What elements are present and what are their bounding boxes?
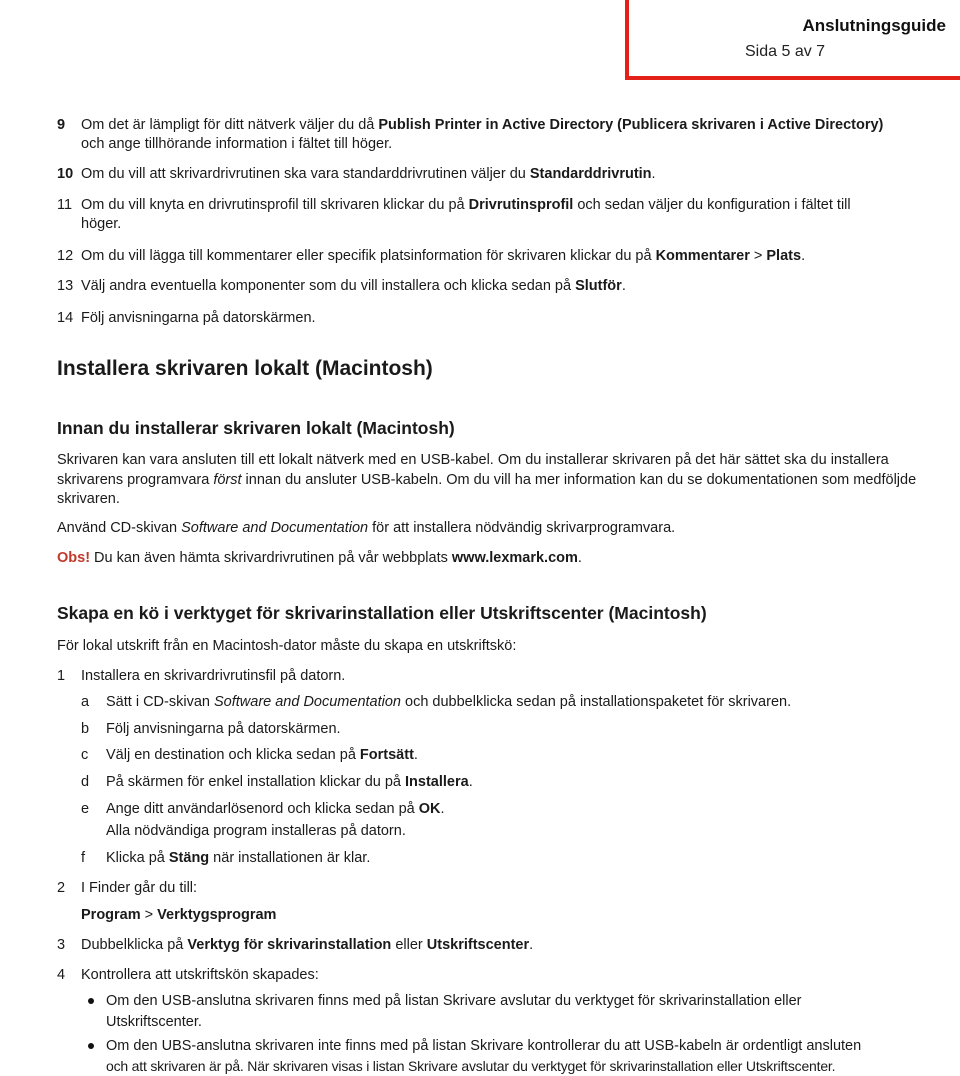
step-number: 4 — [57, 967, 66, 983]
step-text: Om det är lämpligt för ditt nätverk väljer du då Publish Printer in Active Directory (Publicera skrivaren i Active Directory) — [81, 117, 884, 133]
paragraph-cd: Använd CD-skivan Software and Documentation för att installera nödvändig skrivarprogramvara. — [57, 520, 676, 536]
step-text: Kontrollera att utskriftskön skapades: — [81, 967, 319, 983]
bullet-icon — [88, 998, 94, 1004]
step-number: 14 — [57, 310, 74, 326]
paragraph-usb: Skrivaren kan vara ansluten till ett lokalt nätverk med en USB-kabel. Om du installerar skrivaren på det här sättet ska du installera skrivarens programvara först innan du ansluter USB-kabeln. Om du vill ha mer information kan du se dokumentationen som medföljde skrivaren. — [57, 452, 917, 507]
subsection-heading: Innan du installerar skrivaren lokalt (Macintosh) — [57, 418, 455, 438]
intro-text: För lokal utskrift från en Macintosh-dator måste du skapa en utskriftskö: — [57, 638, 517, 654]
page-number: Sida 5 av 7 — [745, 43, 826, 60]
step-text-line2: höger. — [81, 216, 122, 232]
step-number: 2 — [57, 880, 66, 896]
website-link[interactable]: www.lexmark.com — [451, 550, 578, 566]
step-text-line2: och ange tillhörande information i fältet till höger. — [81, 136, 393, 152]
step-number: 10 — [57, 166, 74, 182]
step-text: Om du vill att skrivardrivrutinen ska vara standarddrivrutinen väljer du Standarddrivrutin. — [81, 166, 656, 182]
step-text: Installera en skrivardrivrutinsfil på datorn. — [81, 668, 346, 684]
section-heading-2: Skapa en kö i verktyget för skrivarinstallation eller Utskriftscenter (Macintosh) — [57, 603, 707, 623]
step-text: Följ anvisningarna på datorskärmen. — [81, 310, 316, 326]
step-number: 13 — [57, 278, 74, 294]
note: Obs! Du kan även hämta skrivardrivrutinen på vår webbplats www.lexmark.com. — [57, 550, 582, 566]
step-text: Välj andra eventuella komponenter som du vill installera och klicka sedan på Slutför. — [81, 278, 626, 294]
document-title: Anslutningsguide — [802, 16, 946, 35]
step-text: Om du vill lägga till kommentarer eller specifik platsinformation för skrivaren klickar du på Kommentarer > Plats. — [81, 248, 806, 264]
page-header-box — [625, 0, 960, 80]
step-text: Om du vill knyta en drivrutinsprofil till skrivaren klickar du på Drivrutinsprofil och sedan väljer du konfiguration i fältet till — [81, 197, 851, 213]
step-number: 3 — [57, 937, 66, 953]
step-number: 11 — [57, 197, 73, 213]
bullet-icon — [88, 1043, 94, 1049]
note-label: Obs! — [57, 550, 91, 566]
step-number: 9 — [57, 117, 66, 133]
step-number: 1 — [57, 668, 66, 684]
step-text: I Finder går du till: — [81, 880, 198, 896]
finder-path: Program > Verktygsprogram — [81, 907, 277, 923]
step-text: Dubbelklicka på Verktyg för skrivarinstallation eller Utskriftscenter. — [81, 937, 534, 953]
section-heading: Installera skrivaren lokalt (Macintosh) — [57, 357, 433, 380]
step-number: 12 — [57, 248, 74, 264]
